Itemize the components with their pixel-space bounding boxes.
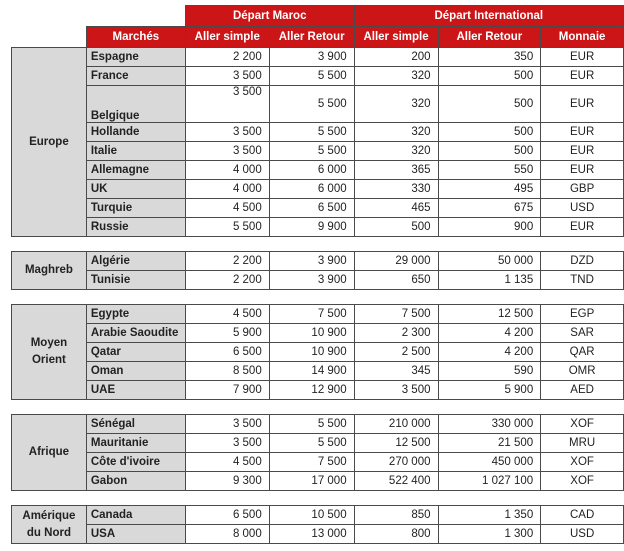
international-aller-retour: 12 500	[438, 305, 541, 324]
table-row	[12, 415, 624, 434]
table-row	[12, 161, 624, 180]
international-aller-retour: 590	[438, 362, 541, 381]
table-row	[12, 271, 624, 290]
table-row	[12, 199, 624, 218]
currency-code: QAR	[541, 343, 624, 362]
group-spacer	[12, 290, 624, 305]
international-aller-simple: 7 500	[354, 305, 438, 324]
table-row	[12, 525, 624, 544]
international-aller-retour: 495	[438, 180, 541, 199]
table-row	[12, 218, 624, 237]
maroc-aller-retour: 14 900	[269, 362, 354, 381]
currency-code: EUR	[541, 142, 624, 161]
international-aller-retour: 50 000	[438, 252, 541, 271]
table-row	[12, 48, 624, 67]
international-aller-retour: 500	[438, 86, 541, 123]
international-aller-retour: 1 027 100	[438, 472, 541, 491]
country-name: France	[86, 67, 185, 86]
header-int-aller-retour: Aller Retour	[438, 27, 541, 48]
currency-code: TND	[541, 271, 624, 290]
currency-code: DZD	[541, 252, 624, 271]
maroc-aller-retour: 3 900	[269, 271, 354, 290]
currency-code: XOF	[541, 472, 624, 491]
currency-code: EGP	[541, 305, 624, 324]
international-aller-simple: 345	[354, 362, 438, 381]
group-spacer	[12, 400, 624, 415]
international-aller-retour: 500	[438, 142, 541, 161]
international-aller-retour: 5 900	[438, 381, 541, 400]
maroc-aller-simple: 5 900	[185, 324, 269, 343]
country-name: USA	[86, 525, 185, 544]
international-aller-simple: 210 000	[354, 415, 438, 434]
maroc-aller-retour: 5 500	[269, 142, 354, 161]
maroc-aller-simple: 2 200	[185, 252, 269, 271]
country-name: Oman	[86, 362, 185, 381]
international-aller-retour: 1 350	[438, 506, 541, 525]
maroc-aller-retour: 7 500	[269, 453, 354, 472]
maroc-aller-simple: 4 500	[185, 453, 269, 472]
international-aller-retour: 1 300	[438, 525, 541, 544]
maroc-aller-simple: 3 500	[185, 434, 269, 453]
currency-code: SAR	[541, 324, 624, 343]
international-aller-retour: 4 200	[438, 343, 541, 362]
international-aller-retour: 550	[438, 161, 541, 180]
international-aller-simple: 850	[354, 506, 438, 525]
table-row	[12, 67, 624, 86]
international-aller-simple: 2 300	[354, 324, 438, 343]
maroc-aller-retour: 6 000	[269, 161, 354, 180]
currency-code: CAD	[541, 506, 624, 525]
international-aller-simple: 800	[354, 525, 438, 544]
table-row	[12, 252, 624, 271]
currency-code: EUR	[541, 86, 624, 123]
maroc-aller-simple: 4 000	[185, 161, 269, 180]
currency-code: EUR	[541, 67, 624, 86]
currency-code: MRU	[541, 434, 624, 453]
country-name: Belgique	[86, 86, 185, 123]
international-aller-simple: 29 000	[354, 252, 438, 271]
table-row	[12, 142, 624, 161]
group-spacer	[12, 491, 624, 506]
currency-code: XOF	[541, 453, 624, 472]
international-aller-simple: 270 000	[354, 453, 438, 472]
currency-code: AED	[541, 381, 624, 400]
maroc-aller-simple: 2 200	[185, 271, 269, 290]
region-label: Afrique	[12, 415, 87, 491]
maroc-aller-retour: 17 000	[269, 472, 354, 491]
header-marches: Marchés	[86, 27, 185, 48]
maroc-aller-simple: 3 500	[185, 86, 269, 123]
country-name: Espagne	[86, 48, 185, 67]
table-row	[12, 343, 624, 362]
maroc-aller-simple: 4 000	[185, 180, 269, 199]
group-spacer	[12, 237, 624, 252]
currency-code: USD	[541, 199, 624, 218]
international-aller-retour: 350	[438, 48, 541, 67]
international-aller-simple: 12 500	[354, 434, 438, 453]
country-name: Italie	[86, 142, 185, 161]
maroc-aller-simple: 7 900	[185, 381, 269, 400]
maroc-aller-retour: 6 000	[269, 180, 354, 199]
currency-code: EUR	[541, 161, 624, 180]
international-aller-simple: 3 500	[354, 381, 438, 400]
country-name: Qatar	[86, 343, 185, 362]
country-name: Algérie	[86, 252, 185, 271]
maroc-aller-retour: 12 900	[269, 381, 354, 400]
maroc-aller-simple: 6 500	[185, 343, 269, 362]
table-row	[12, 180, 624, 199]
maroc-aller-retour: 5 500	[269, 86, 354, 123]
currency-code: OMR	[541, 362, 624, 381]
currency-code: EUR	[541, 48, 624, 67]
country-name: Allemagne	[86, 161, 185, 180]
maroc-aller-retour: 10 900	[269, 343, 354, 362]
table-row	[12, 123, 624, 142]
country-name: UK	[86, 180, 185, 199]
maroc-aller-retour: 5 500	[269, 434, 354, 453]
header-depart-international: Départ International	[354, 6, 623, 27]
maroc-aller-retour: 5 500	[269, 415, 354, 434]
table-row	[12, 86, 624, 123]
table-row	[12, 362, 624, 381]
maroc-aller-simple: 4 500	[185, 199, 269, 218]
currency-code: EUR	[541, 123, 624, 142]
region-label: Europe	[12, 48, 87, 237]
maroc-aller-retour: 10 900	[269, 324, 354, 343]
maroc-aller-retour: 10 500	[269, 506, 354, 525]
international-aller-simple: 320	[354, 142, 438, 161]
maroc-aller-retour: 3 900	[269, 252, 354, 271]
country-name: Arabie Saoudite	[86, 324, 185, 343]
table-row	[12, 453, 624, 472]
country-name: UAE	[86, 381, 185, 400]
international-aller-simple: 200	[354, 48, 438, 67]
international-aller-simple: 2 500	[354, 343, 438, 362]
international-aller-retour: 500	[438, 123, 541, 142]
country-name: Mauritanie	[86, 434, 185, 453]
header-int-aller-simple: Aller simple	[354, 27, 438, 48]
maroc-aller-simple: 6 500	[185, 506, 269, 525]
maroc-aller-retour: 5 500	[269, 123, 354, 142]
maroc-aller-retour: 7 500	[269, 305, 354, 324]
country-name: Russie	[86, 218, 185, 237]
spacer-cell	[12, 237, 624, 252]
header-blank-region	[12, 27, 87, 48]
international-aller-simple: 330	[354, 180, 438, 199]
international-aller-retour: 21 500	[438, 434, 541, 453]
country-name: Gabon	[86, 472, 185, 491]
currency-code: USD	[541, 525, 624, 544]
international-aller-retour: 675	[438, 199, 541, 218]
maroc-aller-simple: 8 500	[185, 362, 269, 381]
maroc-aller-retour: 13 000	[269, 525, 354, 544]
international-aller-simple: 465	[354, 199, 438, 218]
international-aller-simple: 500	[354, 218, 438, 237]
country-name: Sénégal	[86, 415, 185, 434]
international-aller-simple: 320	[354, 123, 438, 142]
country-name: Egypte	[86, 305, 185, 324]
table-row	[12, 506, 624, 525]
table-row	[12, 305, 624, 324]
international-aller-retour: 1 135	[438, 271, 541, 290]
table-row	[12, 324, 624, 343]
maroc-aller-simple: 3 500	[185, 67, 269, 86]
price-table	[11, 5, 624, 544]
maroc-aller-simple: 3 500	[185, 123, 269, 142]
international-aller-retour: 450 000	[438, 453, 541, 472]
international-aller-simple: 365	[354, 161, 438, 180]
table-row	[12, 434, 624, 453]
maroc-aller-simple: 4 500	[185, 305, 269, 324]
maroc-aller-simple: 3 500	[185, 142, 269, 161]
maroc-aller-simple: 8 000	[185, 525, 269, 544]
international-aller-simple: 650	[354, 271, 438, 290]
international-aller-simple: 320	[354, 86, 438, 123]
maroc-aller-simple: 3 500	[185, 415, 269, 434]
maroc-aller-retour: 5 500	[269, 67, 354, 86]
region-label: Amérique du Nord	[12, 506, 87, 544]
country-name: Turquie	[86, 199, 185, 218]
table-body	[12, 48, 624, 544]
international-aller-retour: 330 000	[438, 415, 541, 434]
country-name: Canada	[86, 506, 185, 525]
table-row	[12, 472, 624, 491]
international-aller-simple: 320	[354, 67, 438, 86]
country-name: Tunisie	[86, 271, 185, 290]
currency-code: EUR	[541, 218, 624, 237]
header-depart-maroc: Départ Maroc	[185, 6, 354, 27]
country-name: Côte d'ivoire	[86, 453, 185, 472]
international-aller-retour: 4 200	[438, 324, 541, 343]
spacer-cell	[12, 290, 624, 305]
maroc-aller-simple: 9 300	[185, 472, 269, 491]
international-aller-retour: 500	[438, 67, 541, 86]
maroc-aller-simple: 5 500	[185, 218, 269, 237]
spacer-cell	[12, 400, 624, 415]
header-monnaie: Monnaie	[541, 27, 624, 48]
international-aller-simple: 522 400	[354, 472, 438, 491]
header-maroc-aller-simple: Aller simple	[185, 27, 269, 48]
currency-code: GBP	[541, 180, 624, 199]
header-maroc-aller-retour: Aller Retour	[269, 27, 354, 48]
maroc-aller-simple: 2 200	[185, 48, 269, 67]
header-blank	[12, 6, 186, 27]
spacer-cell	[12, 491, 624, 506]
table-row	[12, 381, 624, 400]
currency-code: XOF	[541, 415, 624, 434]
international-aller-retour: 900	[438, 218, 541, 237]
region-label: Moyen Orient	[12, 305, 87, 400]
region-label: Maghreb	[12, 252, 87, 290]
maroc-aller-retour: 6 500	[269, 199, 354, 218]
maroc-aller-retour: 3 900	[269, 48, 354, 67]
maroc-aller-retour: 9 900	[269, 218, 354, 237]
country-name: Hollande	[86, 123, 185, 142]
